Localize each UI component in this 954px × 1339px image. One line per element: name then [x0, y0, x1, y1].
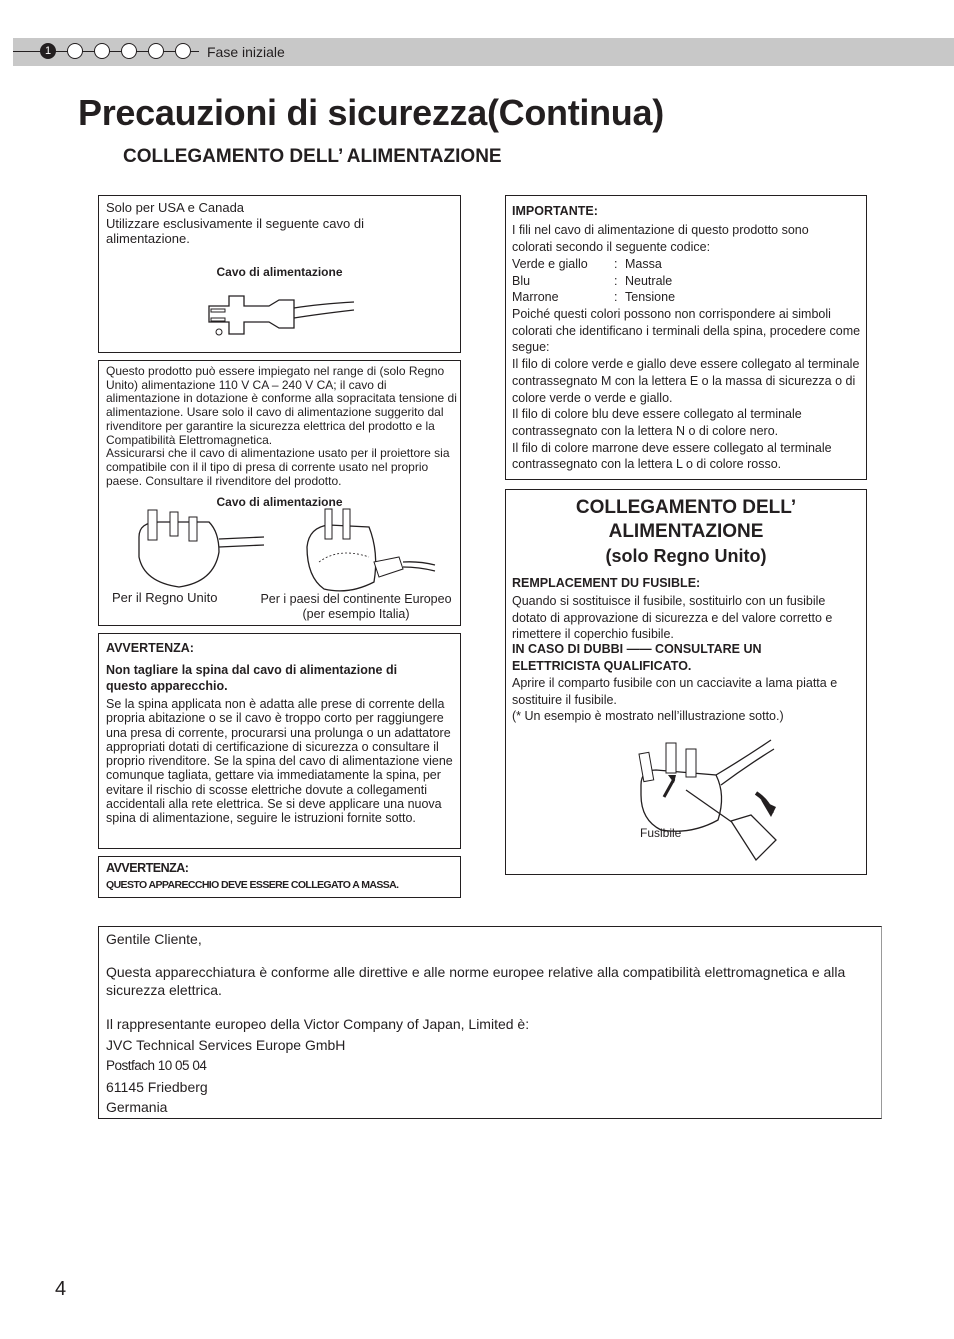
- color-code-sep: :: [614, 273, 618, 288]
- open-fuse-text: Aprire il comparto fusibile con un cacciavite a lama piatta e sostituire il fusibile. (* Un esempio è mostrato nell’illustrazione sotto.): [512, 676, 838, 724]
- fuse-replacement-icon: [636, 735, 786, 865]
- customer-notice-box: [98, 926, 882, 1119]
- grounding-warning-text: QUESTO APPARECCHIO DEVE ESSERE COLLEGATO A MASSA.: [106, 879, 399, 891]
- fuse-heading: REMPLACEMENT DU FUSIBLE:: [512, 576, 701, 590]
- eu-plug-icon: [299, 507, 439, 597]
- chapter-bar: [13, 38, 954, 66]
- important-body: Poiché questi colori possono non corrispondere ai simboli colorati che identificano i terminali della spina, procedere come segue: Il filo di colore verde e giallo deve essere collegato al terminale contrassegnato M con la lettera E o la massa di sicurezza o di colore verde o verde e giallo. Il filo di colore blu deve essere collegato al terminale contrassegnato con la lettera N o di colore nero. Il filo di colore marrone deve essere collegato al terminale contrassegnato con la lettera L o di colore rosso.: [512, 307, 861, 472]
- important-box: [505, 195, 867, 480]
- page-number: 4: [55, 1278, 67, 1300]
- uk-plug-label: Per il Regno Unito: [112, 590, 218, 605]
- warning-title: AVVERTENZA:: [106, 641, 194, 655]
- step-indicator: [121, 43, 137, 59]
- usa-canada-box: [98, 195, 461, 353]
- representative-intro: Il rappresentante europeo della Victor Company of Japan, Limited è:: [106, 1016, 530, 1032]
- uk-box-title-line2: ALIMENTAZIONE: [608, 521, 764, 542]
- color-code-list: [512, 256, 852, 306]
- step-indicator-active: 1: [40, 43, 56, 59]
- color-code-row: [512, 256, 852, 273]
- usa-line2: Utilizzare esclusivamente il seguente cavo di alimentazione.: [106, 216, 364, 246]
- us-plug-icon: [199, 288, 359, 343]
- uk-power-box: [505, 489, 867, 875]
- address-line: JVC Technical Services Europe GmbH: [106, 1037, 346, 1053]
- fuse-label: Fusibile: [640, 826, 682, 840]
- important-intro: I fili nel cavo di alimentazione di questo prodotto sono colorati secondo il seguente codice:: [512, 223, 809, 254]
- fuse-text: Quando si sostituisce il fusibile, sostituirlo con un fusibile dotato di approvazione di sicurezza e del valore corretto e rimettere il coperchio fusibile.: [512, 594, 833, 642]
- address-line: Postfach 10 05 04: [106, 1058, 207, 1073]
- warning-text: Se la spina applicata non è adatta alle prese di corrente della propria abitazione o se il cavo è troppo corto per raggiungere una presa di corrente, procurarsi una prolunga o un adattatore appropriati dotati di certificazione di sicurezza o consultare il proprio rivenditore. Se la spina del cavo di alimentazione viene comunque tagliata, gettare via immediatamente la spina, per evitare il rischio di scosse elettriche dovute a collegamenti accidentali alla rete elettrica. Se si deve applicare una nuova spina di alimentazione, seguire le istruzioni fornite sotto.: [106, 697, 453, 826]
- warning-bold-text: Non tagliare la spina dal cavo di alimentazione di questo apparecchio.: [106, 663, 398, 693]
- step-indicator: [148, 43, 164, 59]
- color-code-name: Marrone: [512, 290, 559, 305]
- uk-plug-icon: [134, 507, 269, 592]
- address-line: Germania: [106, 1099, 168, 1115]
- color-code-meaning: Tensione: [625, 290, 676, 305]
- uk-box-title-line3: (solo Regno Unito): [605, 546, 767, 566]
- uk-box-title-line1: COLLEGAMENTO DELL’: [575, 497, 797, 518]
- grounding-warning-title: AVVERTENZA:: [106, 861, 189, 875]
- color-code-name: Blu: [512, 273, 531, 288]
- doubt-text: IN CASO DI DUBBI —— CONSULTARE UN ELETTRICISTA QUALIFICATO.: [512, 642, 762, 673]
- color-code-name: Verde e giallo: [512, 257, 588, 271]
- customer-paragraph: Questa apparecchiatura è conforme alle direttive e alle norme europee relative alla compatibilità elettromagnetica e alla sicurezza elettrica.: [106, 964, 846, 998]
- color-code-sep: :: [614, 257, 618, 271]
- color-code-row: [512, 273, 852, 290]
- address-line: 61145 Friedberg: [106, 1079, 208, 1095]
- color-code-sep: :: [614, 290, 618, 305]
- step-indicator: [175, 43, 191, 59]
- usa-line1: Solo per USA e Canada: [106, 200, 245, 215]
- page-title: Precauzioni di sicurezza(Continua): [78, 92, 664, 133]
- grounding-warning-box: [98, 856, 461, 898]
- color-code-meaning: Neutrale: [625, 273, 673, 288]
- power-cord-caption-2: Cavo di alimentazione: [216, 495, 343, 509]
- uk-box-title: [506, 496, 866, 568]
- important-title: IMPORTANTE:: [512, 204, 598, 218]
- warning-box: [98, 633, 461, 849]
- eu-plug-label: Per i paesi del continente Europeo (per esempio Italia): [260, 592, 452, 621]
- customer-greeting: Gentile Cliente,: [106, 931, 202, 947]
- step-indicator: [67, 43, 83, 59]
- voltage-range-box: [98, 360, 461, 626]
- step-indicator: [94, 43, 110, 59]
- section-label: Fase iniziale: [207, 44, 285, 60]
- power-cord-caption: Cavo di alimentazione: [216, 265, 343, 279]
- color-code-meaning: Massa: [625, 257, 662, 271]
- voltage-range-text: Questo prodotto può essere impiegato nel range di (solo Regno Unito) alimentazione 110 V CA – 240 V CA; il cavo di alimentazione in dotazione è conforme alla sopracitata tensione di alimentazione. Usare solo il cavo di alimentazione suggerito dal rivenditore per garantire la sicurezza elettrica del prodotto e la Compatibilità Elettromagnetica. Assicurarsi che il cavo di alimentazione usato per il proiettore sia compatibile con il il tipo di presa di corrente usato nel proprio paese. Consultare il rivenditore del prodotto.: [106, 364, 457, 488]
- section-subheading: COLLEGAMENTO DELL’ ALIMENTAZIONE: [123, 146, 502, 167]
- color-code-row: [512, 289, 852, 306]
